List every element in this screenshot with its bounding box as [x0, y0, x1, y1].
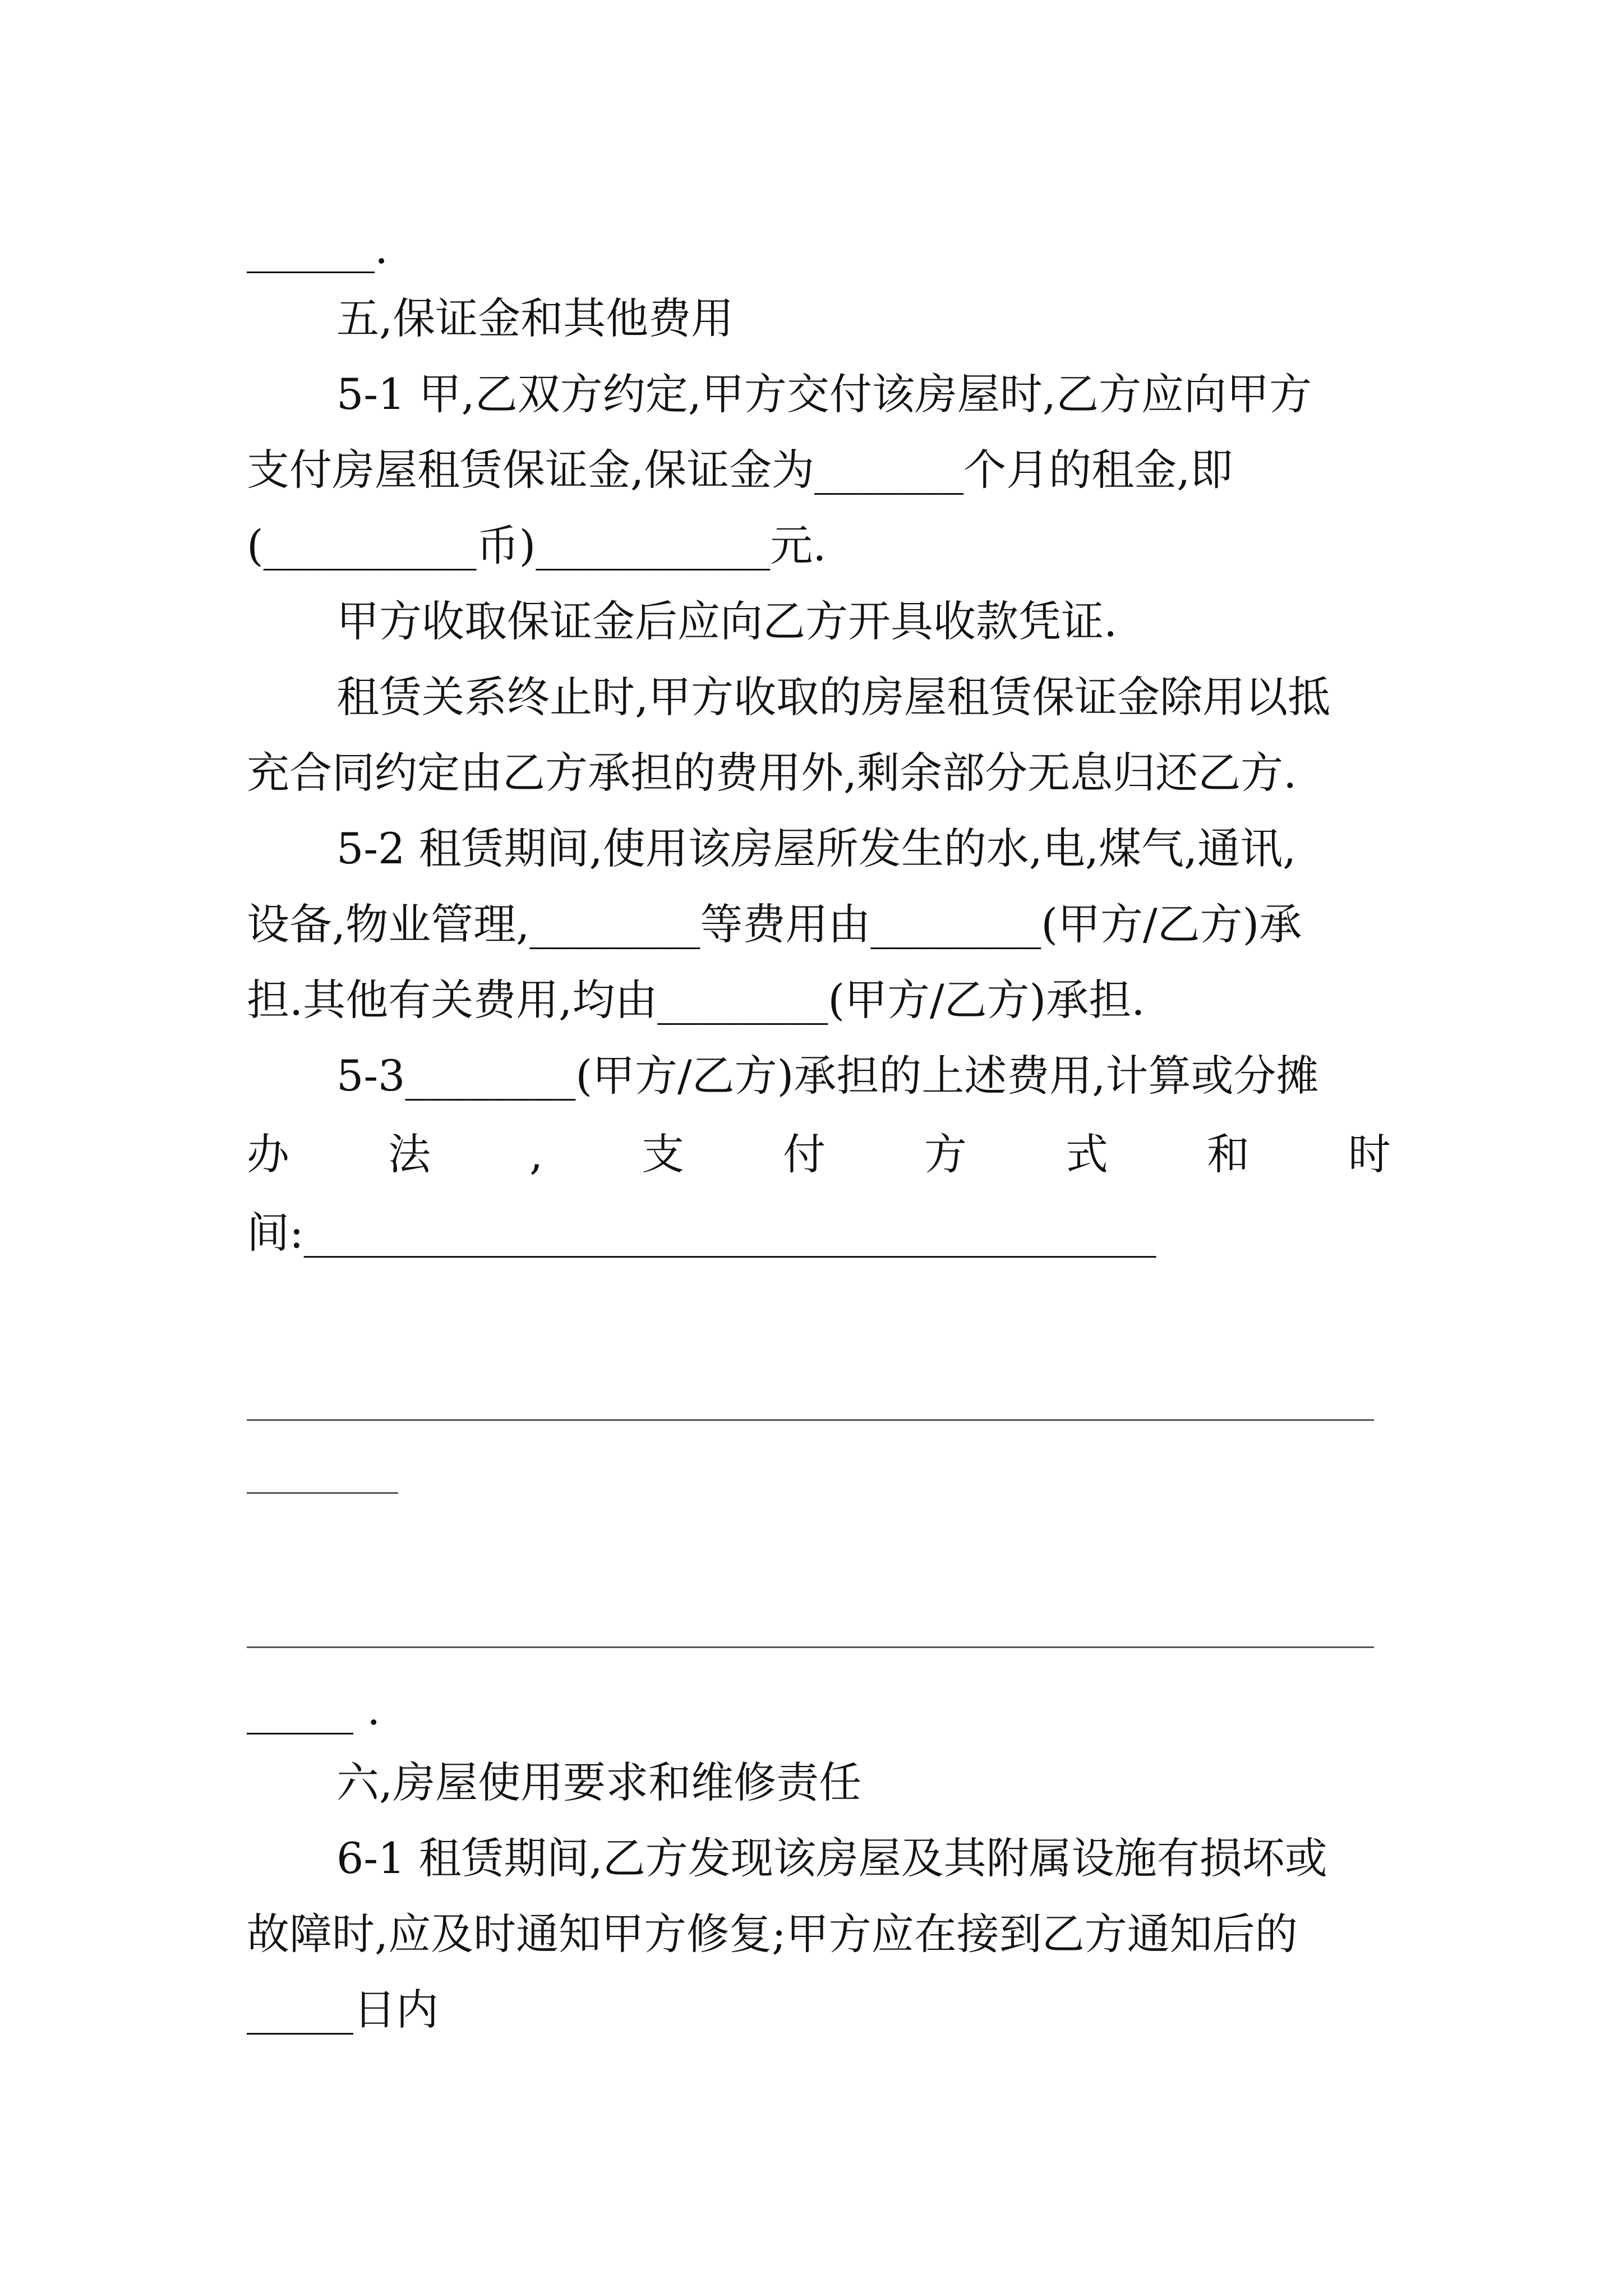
spread-char: 式 — [1065, 1129, 1108, 1179]
text-line: _____ . — [247, 1685, 381, 1734]
text-line: _____日内 — [247, 1985, 439, 2035]
spread-char: 办 — [247, 1129, 289, 1179]
text-line: 设备,物业管理,________等费用由________(甲方/乙方)承 — [247, 899, 1302, 949]
text-line: 租赁关系终止时,甲方收取的房屋租赁保证金除用以抵 — [336, 672, 1331, 722]
text-line: (__________币)___________元. — [247, 521, 827, 570]
text-line: 5-3________(甲方/乙方)承担的上述费用,计算或分摊 — [336, 1051, 1319, 1101]
fill-in-blank-line — [247, 1646, 1374, 1648]
spread-char: 方 — [924, 1129, 967, 1179]
text-line: 支付房屋租赁保证金,保证金为_______个月的租金,即 — [247, 445, 1233, 495]
spread-char: 和 — [1206, 1129, 1249, 1179]
text-line: 5-2 租赁期间,使用该房屋所发生的水,电,煤气,通讯, — [336, 823, 1297, 873]
text-line: 6-1 租赁期间,乙方发现该房屋及其附属设施有损坏或 — [336, 1833, 1327, 1883]
spread-char: 付 — [783, 1129, 826, 1179]
text-line: ______. — [247, 223, 389, 273]
spread-char: , — [529, 1129, 543, 1179]
justified-text-line — [247, 1129, 1391, 1179]
text-line: 间:________________________________________ — [247, 1208, 1156, 1258]
fill-in-blank-line — [247, 1492, 398, 1494]
text-line: 充合同约定由乙方承担的费用外,剩余部分无息归还乙方. — [247, 748, 1297, 798]
section-heading: 六,房屋使用要求和维修责任 — [336, 1757, 862, 1807]
text-line: 甲方收取保证金后应向乙方开具收款凭证. — [336, 596, 1118, 646]
spread-char: 支 — [642, 1129, 685, 1179]
text-line: 5-1 甲,乙双方约定,甲方交付该房屋时,乙方应向甲方 — [336, 369, 1312, 419]
text-line: 故障时,应及时通知甲方修复;甲方应在接到乙方通知后的 — [247, 1909, 1298, 1959]
text-line: 担.其他有关费用,均由________(甲方/乙方)承担. — [247, 975, 1145, 1025]
section-heading: 五,保证金和其他费用 — [336, 293, 734, 343]
spread-char: 时 — [1348, 1129, 1391, 1179]
fill-in-blank-line — [247, 1419, 1374, 1421]
spread-char: 法 — [388, 1129, 431, 1179]
